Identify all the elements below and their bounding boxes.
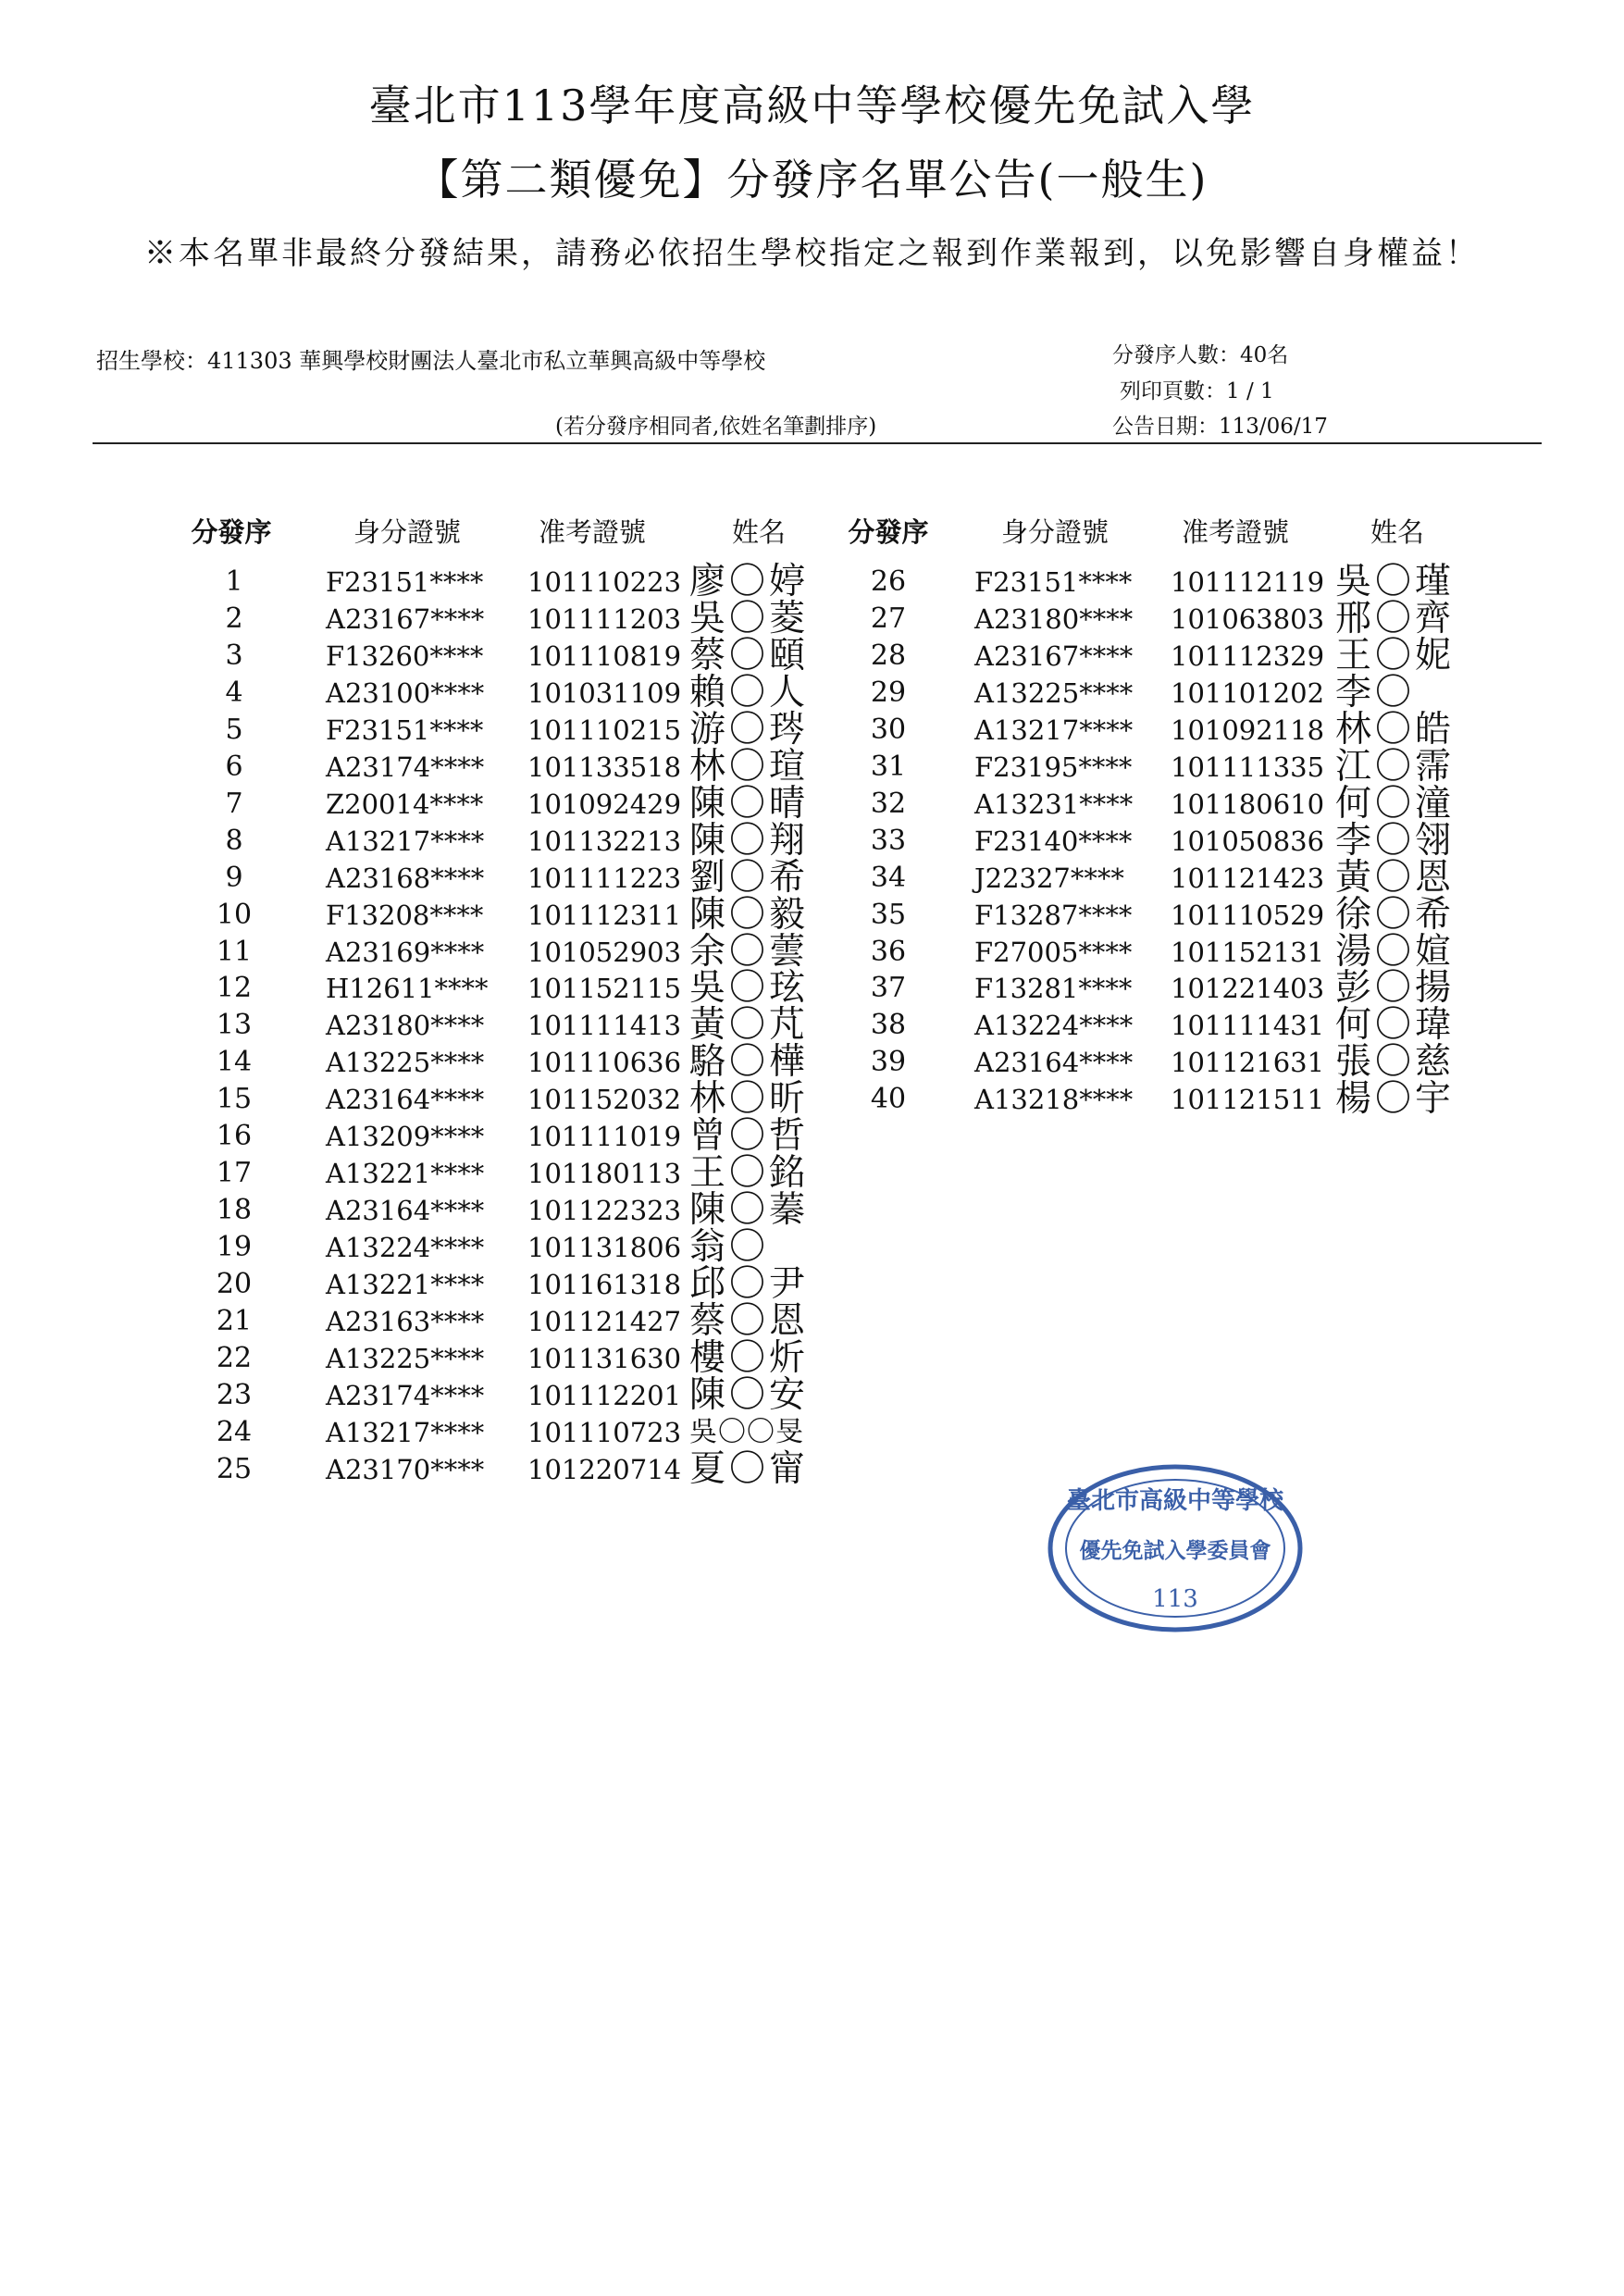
row-id-number: A23164****: [326, 1084, 485, 1116]
row-seq: 40: [870, 1083, 907, 1116]
row-id-number: A13225****: [326, 1342, 485, 1374]
row-exam-number: 101111335: [1171, 751, 1325, 783]
row-exam-number: 101131630: [527, 1342, 682, 1374]
row-exam-number: 101180113: [527, 1158, 682, 1190]
row-name: 蔡〇恩: [689, 1300, 810, 1342]
row-id-number: A13221****: [326, 1158, 485, 1190]
row-name: 張〇慈: [1335, 1041, 1456, 1084]
row-exam-number: 101110723: [527, 1416, 682, 1448]
col-header-seq-left: 分發序: [191, 516, 272, 548]
row-name: 何〇瑋: [1335, 1004, 1456, 1047]
row-name: 游〇琌: [689, 708, 810, 751]
row-exam-number: 101121427: [527, 1306, 682, 1337]
row-exam-number: 101110636: [527, 1047, 682, 1079]
row-exam-number: 101063803: [1171, 602, 1325, 635]
row-seq: 21: [216, 1305, 253, 1337]
row-id-number: A23174****: [326, 1379, 485, 1411]
col-header-exam-left: 准考證號: [538, 516, 646, 548]
row-id-number: A23167****: [326, 602, 485, 635]
row-seq: 12: [216, 972, 253, 1005]
row-exam-number: 101152032: [527, 1084, 682, 1116]
row-seq: 28: [870, 639, 907, 672]
row-id-number: A13224****: [326, 1232, 485, 1264]
row-name: 曾〇哲: [689, 1115, 810, 1158]
row-id-number: F27005****: [974, 936, 1133, 968]
row-exam-number: 101092118: [1171, 714, 1325, 746]
row-name: 陳〇毅: [689, 893, 810, 936]
distribution-count: 分發序人數：40名: [1112, 343, 1289, 367]
row-id-number: F23151****: [974, 566, 1133, 598]
row-name: 林〇皓: [1335, 708, 1456, 751]
row-seq: 13: [216, 1009, 253, 1042]
row-exam-number: 101121423: [1171, 862, 1325, 894]
row-exam-number: 101112201: [527, 1379, 682, 1411]
row-exam-number: 101111019: [527, 1121, 682, 1153]
row-seq: 23: [216, 1378, 253, 1411]
row-name: 劉〇希: [689, 856, 810, 899]
row-name: 何〇潼: [1335, 782, 1456, 825]
row-name: 王〇銘: [689, 1152, 810, 1195]
row-name: 林〇瑄: [689, 745, 810, 788]
announce-date: 公告日期：113/06/17: [1112, 415, 1328, 439]
row-seq: 24: [216, 1415, 253, 1448]
row-seq: 17: [216, 1157, 253, 1190]
row-name: 吳〇〇旻: [689, 1415, 804, 1448]
row-seq: 30: [870, 713, 907, 746]
row-name: 夏〇甯: [689, 1447, 810, 1490]
row-name: 駱〇樺: [689, 1041, 810, 1084]
row-id-number: A13217****: [326, 1416, 485, 1448]
row-id-number: F23151****: [326, 566, 484, 598]
row-name: 樓〇炘: [689, 1336, 810, 1379]
row-seq: 19: [216, 1231, 253, 1264]
row-seq: 32: [870, 787, 907, 820]
row-name: 蔡〇頤: [689, 634, 810, 676]
row-seq: 2: [225, 602, 243, 635]
row-seq: 6: [225, 750, 243, 783]
row-name: 邢〇齊: [1335, 597, 1456, 639]
row-seq: 31: [870, 750, 907, 783]
row-seq: 25: [216, 1452, 253, 1485]
row-seq: 37: [870, 972, 907, 1005]
row-id-number: F13208****: [326, 899, 484, 931]
col-header-exam-right: 准考證號: [1181, 516, 1289, 548]
sort-note: (若分發序相同者,依姓名筆劃排序): [555, 415, 877, 439]
row-name: 陳〇蓁: [689, 1189, 810, 1232]
row-exam-number: 101111413: [527, 1010, 682, 1042]
col-header-name-left: 姓名: [731, 516, 786, 548]
row-seq: 10: [216, 898, 253, 931]
row-exam-number: 101050836: [1171, 825, 1325, 857]
row-seq: 4: [225, 676, 243, 709]
row-id-number: A13231****: [974, 788, 1134, 820]
row-exam-number: 101121631: [1171, 1047, 1325, 1079]
row-seq: 35: [870, 898, 907, 931]
row-id-number: A23163****: [326, 1306, 485, 1337]
row-exam-number: 101161318: [527, 1269, 682, 1301]
row-id-number: A23164****: [974, 1047, 1134, 1079]
row-name: 彭〇揚: [1335, 967, 1456, 1010]
row-exam-number: 101131806: [527, 1232, 682, 1264]
row-exam-number: 101111203: [527, 602, 682, 635]
row-seq: 18: [216, 1194, 253, 1227]
row-seq: 15: [216, 1083, 253, 1116]
notice-text: ※本名單非最終分發結果，請務必依招生學校指定之報到作業報到，以免影響自身權益！: [144, 235, 1480, 272]
row-id-number: A13225****: [974, 676, 1134, 709]
row-name: 黃〇芃: [689, 1004, 810, 1047]
row-id-number: A13217****: [974, 714, 1134, 746]
committee-seal: [1046, 1460, 1305, 1636]
row-seq: 7: [225, 787, 243, 820]
col-header-name-right: 姓名: [1370, 516, 1424, 548]
row-id-number: Z20014****: [326, 788, 484, 820]
school-info: 招生學校：411303 華興學校財團法人臺北市私立華興高級中等學校: [96, 348, 766, 374]
row-exam-number: 101152131: [1171, 936, 1325, 968]
row-exam-number: 101110215: [527, 714, 682, 746]
row-seq: 34: [870, 861, 907, 894]
row-id-number: A23167****: [974, 639, 1134, 672]
row-id-number: A23100****: [326, 676, 485, 709]
row-seq: 29: [870, 676, 907, 709]
row-name: 吳〇瑾: [1335, 561, 1456, 602]
row-seq: 5: [225, 713, 243, 746]
row-name: 李〇翎: [1335, 819, 1456, 862]
row-id-number: A13225****: [326, 1047, 485, 1079]
row-name: 陳〇翔: [689, 819, 810, 862]
row-exam-number: 101052903: [527, 936, 682, 968]
row-exam-number: 101110529: [1171, 899, 1325, 931]
row-name: 廖〇婷: [689, 561, 810, 602]
row-id-number: H12611****: [326, 973, 489, 1005]
row-seq: 3: [225, 639, 243, 672]
row-name: 楊〇宇: [1335, 1078, 1456, 1121]
row-seq: 11: [216, 935, 253, 968]
row-name: 余〇蕓: [689, 930, 810, 973]
row-id-number: A13217****: [326, 825, 485, 857]
row-id-number: F13260****: [326, 639, 484, 672]
row-id-number: A23180****: [326, 1010, 485, 1042]
row-exam-number: 101122323: [527, 1195, 682, 1227]
row-id-number: A13218****: [974, 1084, 1134, 1116]
row-seq: 26: [870, 565, 907, 598]
row-seq: 33: [870, 824, 907, 857]
row-name: 黃〇恩: [1335, 856, 1456, 899]
row-seq: 38: [870, 1009, 907, 1042]
row-id-number: J22327****: [974, 862, 1124, 894]
row-seq: 14: [216, 1046, 253, 1079]
row-exam-number: 101092429: [527, 788, 682, 820]
row-exam-number: 101220714: [527, 1453, 682, 1485]
row-exam-number: 101180610: [1171, 788, 1325, 820]
row-name: 湯〇媗: [1335, 930, 1456, 973]
seal-text-mid: 優先免試入學委員會: [1079, 1538, 1271, 1563]
title-line-1: 臺北市113學年度高級中等學校優先免試入學: [368, 81, 1256, 130]
row-id-number: A23168****: [326, 862, 485, 894]
row-name: 陳〇晴: [689, 782, 810, 825]
row-id-number: A23180****: [974, 602, 1134, 635]
row-id-number: F23151****: [326, 714, 484, 746]
row-exam-number: 101112329: [1171, 639, 1325, 672]
row-name: 江〇霈: [1335, 745, 1456, 788]
seal-text-top: 臺北市高級中等學校: [1066, 1487, 1284, 1515]
row-exam-number: 101111431: [1171, 1010, 1325, 1042]
row-exam-number: 101112311: [527, 899, 682, 931]
row-seq: 8: [225, 824, 243, 857]
row-id-number: A23169****: [326, 936, 485, 968]
row-seq: 36: [870, 935, 907, 968]
row-exam-number: 101031109: [527, 676, 682, 709]
row-name: 吳〇玹: [689, 967, 810, 1010]
row-name: 徐〇希: [1335, 893, 1456, 936]
row-id-number: F23195****: [974, 751, 1133, 783]
table-row: [0, 1447, 1624, 1492]
row-id-number: A13224****: [974, 1010, 1134, 1042]
row-exam-number: 101152115: [527, 973, 682, 1005]
row-exam-number: 101110819: [527, 639, 682, 672]
col-header-id-right: 身分證號: [1000, 516, 1109, 548]
row-exam-number: 101221403: [1171, 973, 1325, 1005]
row-name: 邱〇尹: [689, 1263, 810, 1306]
row-name: 王〇妮: [1335, 634, 1456, 676]
row-exam-number: 101101202: [1171, 676, 1325, 709]
row-exam-number: 101121511: [1171, 1084, 1325, 1116]
row-name: 李〇: [1335, 671, 1416, 714]
row-name: 陳〇安: [689, 1373, 810, 1416]
row-seq: 20: [216, 1268, 253, 1301]
row-exam-number: 101110223: [527, 566, 682, 598]
row-id-number: F13281****: [974, 973, 1133, 1005]
row-name: 林〇昕: [689, 1078, 810, 1121]
row-id-number: A13209****: [326, 1121, 485, 1153]
row-id-number: F13287****: [974, 899, 1133, 931]
row-id-number: A13221****: [326, 1269, 485, 1301]
header-rule: [93, 442, 1542, 444]
row-id-number: A23174****: [326, 751, 485, 783]
row-seq: 16: [216, 1120, 253, 1153]
row-name: 翁〇: [689, 1226, 770, 1269]
col-header-id-left: 身分證號: [353, 516, 461, 548]
row-seq: 1: [225, 565, 243, 598]
row-seq: 39: [870, 1046, 907, 1079]
row-seq: 22: [216, 1341, 253, 1374]
row-id-number: A23164****: [326, 1195, 485, 1227]
row-name: 吳〇菱: [689, 597, 810, 639]
row-seq: 27: [870, 602, 907, 635]
row-exam-number: 101112119: [1171, 566, 1325, 598]
page-count: 列印頁數：1 / 1: [1120, 379, 1274, 403]
col-header-seq-right: 分發序: [848, 516, 929, 548]
seal-text-bottom: 113: [1152, 1585, 1198, 1613]
row-exam-number: 101133518: [527, 751, 682, 783]
row-seq: 9: [225, 861, 243, 894]
row-exam-number: 101132213: [527, 825, 682, 857]
row-exam-number: 101111223: [527, 862, 682, 894]
row-name: 賴〇人: [689, 671, 810, 714]
title-line-2: 【第二類優免】分發序名單公告(一般生): [415, 155, 1209, 205]
row-id-number: A23170****: [326, 1453, 485, 1485]
table-row: [0, 1077, 1624, 1122]
row-id-number: F23140****: [974, 825, 1133, 857]
